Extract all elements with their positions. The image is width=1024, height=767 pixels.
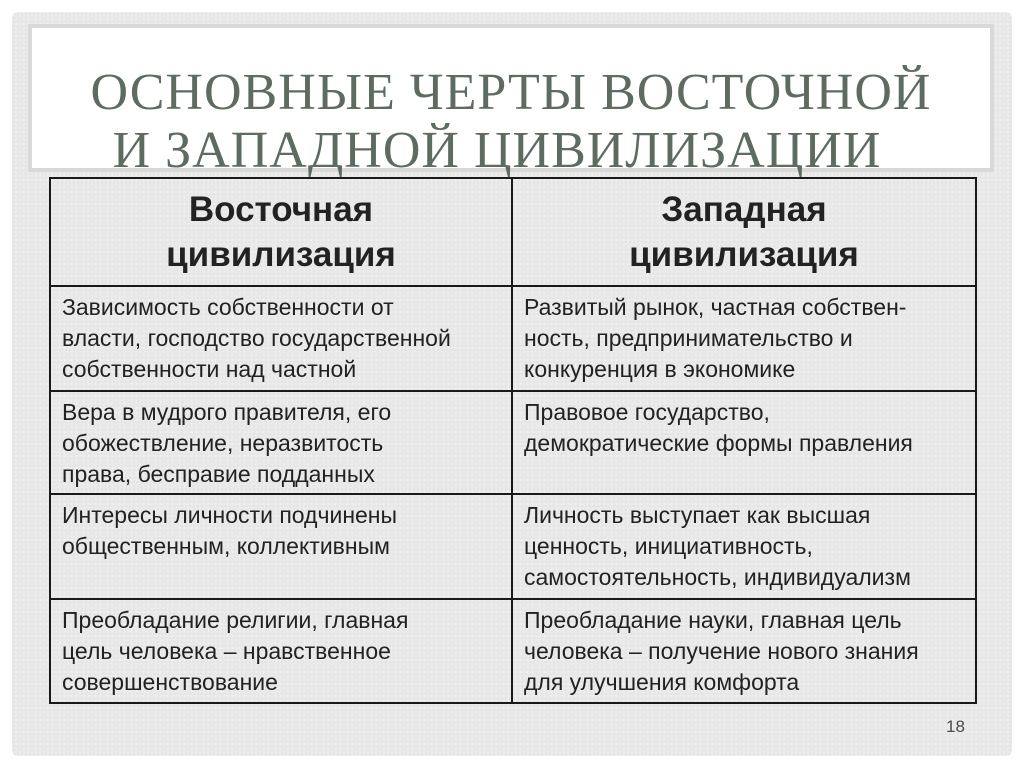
cell-east [50,599,512,703]
cell-line: ценность, инициативность, [524,533,813,559]
cell-west [512,494,976,599]
comparison-table [49,177,977,704]
cell-line: Преобладание науки, главная цель [524,607,902,633]
title-box [32,28,990,179]
page-number: 18 [946,717,965,736]
cell-line: человека – получение нового знания [524,638,919,664]
cell-line: демократические формы правления [524,430,913,456]
table-row [50,391,976,494]
cell-west [512,286,976,391]
table-header-row [50,178,976,286]
cell-west [512,391,976,494]
header-east [50,178,512,286]
header-east-line-2: цивилизация [166,235,396,274]
cell-line: цель человека – нравственное [62,638,391,664]
slide-title-line-1: ОСНОВНЫЕ ЧЕРТЫ ВОСТОЧНОЙ [90,64,932,121]
cell-line: конкуренция в экономике [524,356,796,382]
header-east-line-1: Восточная [188,189,374,229]
cell-line: общественным, коллективным [62,533,390,559]
cell-line: Зависимость собственности от [62,294,394,320]
cell-east [50,494,512,599]
cell-line: Интересы личности подчинены [62,502,398,528]
cell-line: Личность выступает как высшая [524,502,871,528]
cell-line: самостоятельность, индивидуализм [524,564,911,590]
cell-line: для улучшения комфорта [524,669,800,695]
cell-west [512,599,976,703]
slide-title-line-2: И ЗАПАДНОЙ ЦИВИЛИЗАЦИИ [112,122,882,179]
cell-line: совершенствование [62,669,278,695]
header-west-line-2: цивилизация [629,235,859,274]
cell-east [50,286,512,391]
cell-line: Развитый рынок, частная собствен- [524,294,907,320]
cell-line: власти, господство государственной [62,325,451,351]
table-row [50,599,976,703]
cell-line: собственности над частной [62,356,357,382]
header-west [512,178,976,286]
table-row [50,286,976,391]
header-west-line-1: Западная [661,189,827,229]
cell-line: права, бесправие подданных [62,461,375,487]
cell-line: Правовое государство, [524,399,770,425]
cell-line: Вера в мудрого правителя, его [62,399,392,425]
cell-line: ность, предпринимательство и [524,325,853,351]
cell-east [50,391,512,494]
table-row [50,494,976,599]
cell-line: обожествление, неразвитость [62,430,384,456]
cell-line: Преобладание религии, главная [62,607,409,633]
